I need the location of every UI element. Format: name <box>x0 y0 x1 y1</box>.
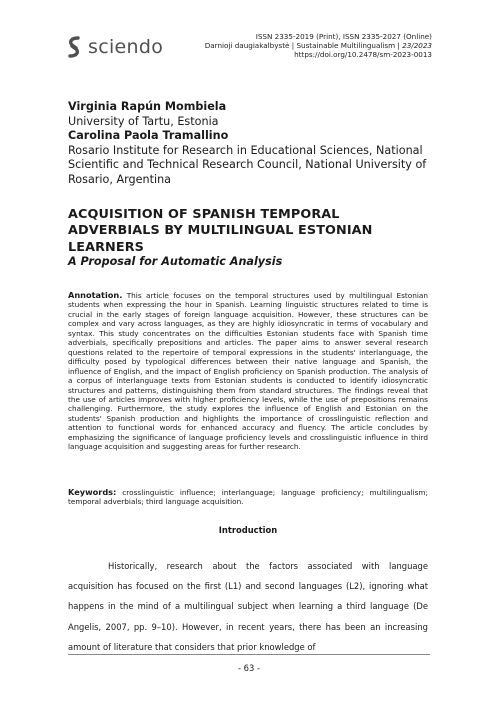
keywords-label: Keywords: <box>68 487 117 497</box>
page-number: - 63 - <box>237 663 261 673</box>
abstract-label: Annotation. <box>68 290 123 300</box>
sciendo-logo-icon <box>66 36 82 58</box>
author-affiliation: University of Tartu, Estonia <box>68 114 219 128</box>
body-paragraph: Historically, research about the factors associated with language acquisition has focused on the first (L1) and second languages (L2), ignoring what happens in the mind of a multilingual subject when learning a third language (De Angelis, 2007, pp. 9–10). However, in recent years, there has been an increasing amount of literature that considers that prior knowledge of <box>68 561 428 652</box>
author-name: Virginia Rapún Mombiela <box>68 100 227 113</box>
footer-divider <box>68 654 430 655</box>
keywords-text: crosslinguistic influence; interlanguage; language proficiency; multilingualism; temporal adverbials; third language acquisition. <box>68 488 428 507</box>
journal-meta <box>172 32 432 60</box>
author-affiliation: Rosario Institute for Research in Educational Sciences, National Scientific and Technical Research Council, National University of Rosario, Argentina <box>68 143 427 186</box>
publisher-logo <box>66 36 163 58</box>
article-subtitle: A Proposal for Automatic Analysis <box>68 255 283 268</box>
issue-number: 23/2023 <box>402 41 432 51</box>
abstract-text: This article focuses on the temporal structures used by multilingual Estonian students when expressing the hour in Spanish. Learning linguistic structures related to time is crucial in the early stages of foreign language acquisition. However, these structures can be complex and vary across languages, as they are highly idiosyncratic in terms of vocabulary and syntax. This study concentrates on the difficulties Estonian students face with Spanish time adverbials, specifically prepositions and articles. The paper aims to answer several research questions related to the repertoire of temporal expressions in the students' interlanguage, the difficulty posed by typological differences between their native language and Spanish, the influence of English, and the impact of English proficiency on Spanish production. The analysis of a corpus of interlanguage texts from Estonian students is conducted to identify idiosyncratic structures and patterns, distinguishing them from standard structures. The findings reveal that the use of articles improves with higher proficiency levels, while the use of prepositions remains challenging. Furthermore, the study explores the influence of English and Estonian on the students' Spanish production and highlights the importance of crosslinguistic reflection and attention to functional words for enhanced accuracy and fluency. The article concludes by emphasizing the significance of language proficiency levels and crosslinguistic influence in third language acquisition and suggesting areas for further research. <box>68 291 429 452</box>
abstract <box>68 291 428 452</box>
logo-wordmark: sciendo <box>88 36 164 58</box>
author-block <box>68 100 432 188</box>
doi-link[interactable]: https://doi.org/10.2478/sm-2023-0013 <box>294 50 432 60</box>
journal-line: Darnioji daugiakalbystė | Sustainable Multilingualism | 23/2023 <box>204 41 432 51</box>
author-name: Carolina Paola Tramallino <box>68 129 229 143</box>
article-title: ACQUISITION OF SPANISH TEMPORAL ADVERBIALS BY MULTILINGUAL ESTONIAN LEARNERS <box>68 207 373 255</box>
keywords <box>68 488 428 507</box>
issn-line: ISSN 2335-2019 (Print), ISSN 2335-2027 (Online) <box>255 32 432 41</box>
section-heading: Introduction <box>218 525 278 535</box>
